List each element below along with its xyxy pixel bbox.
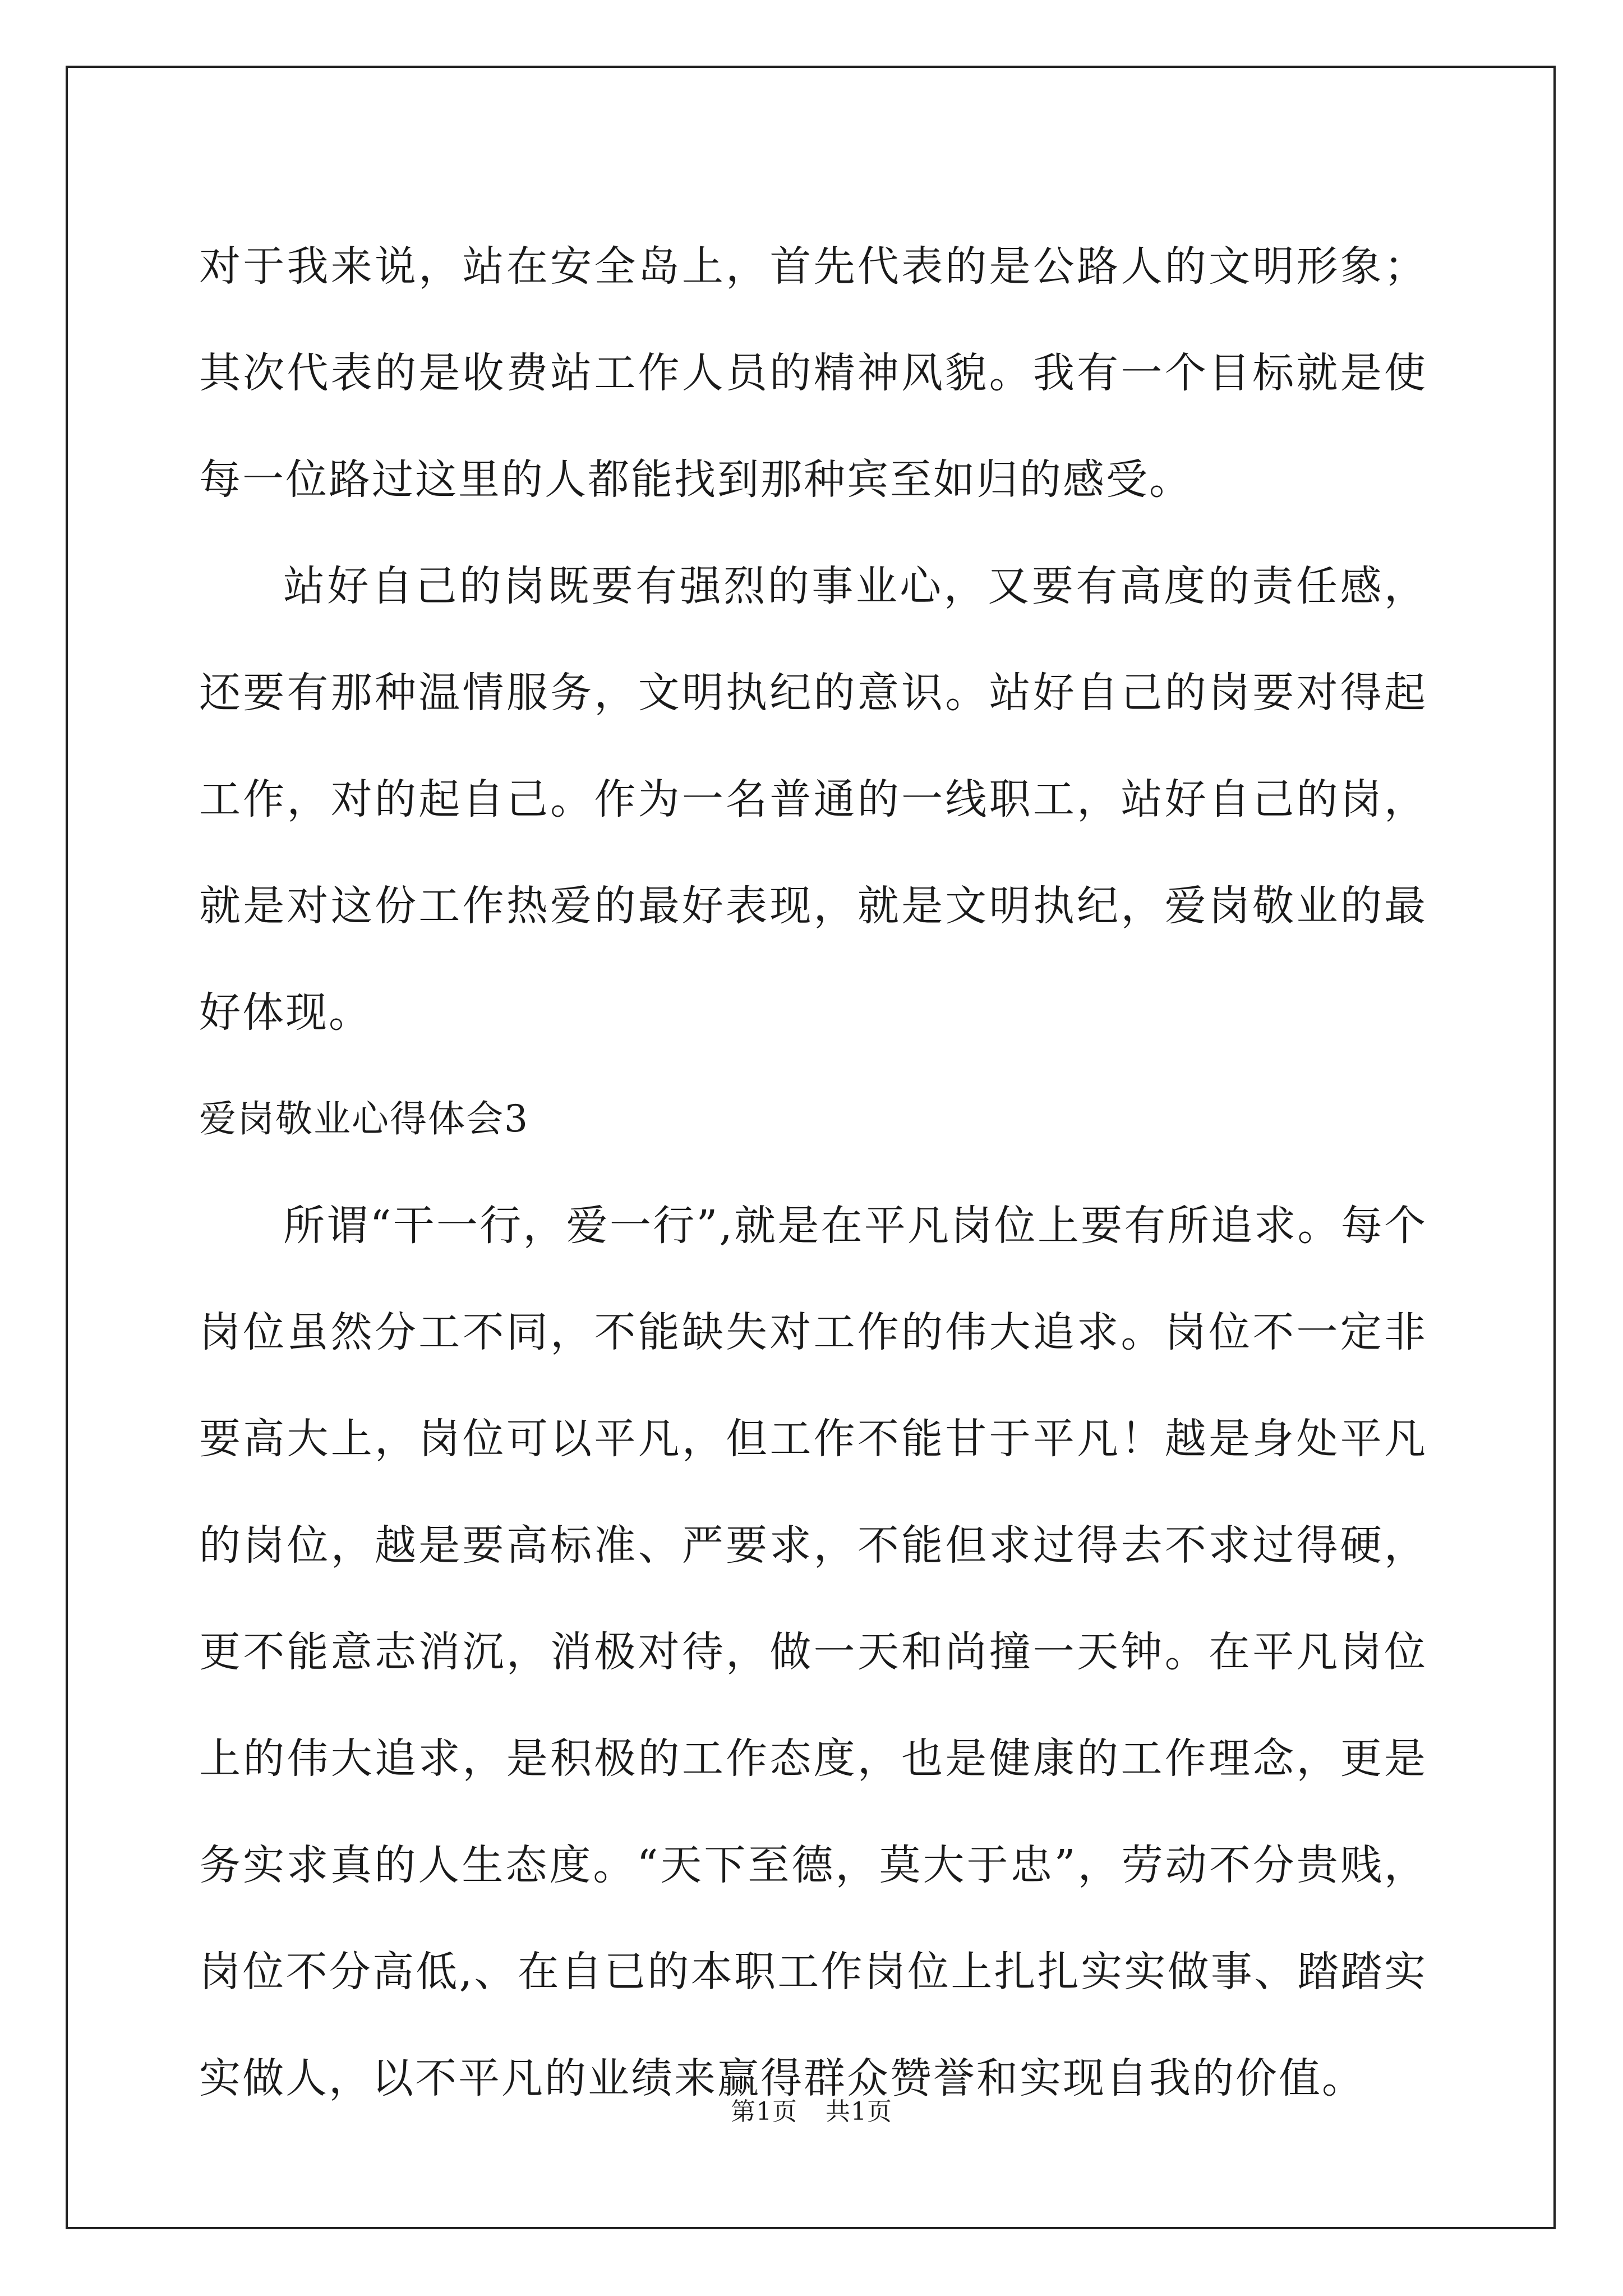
document-body: [199, 213, 1427, 2132]
page-number: 第1页: [731, 2097, 797, 2126]
section-heading: 爱岗敬业心得体会3: [199, 1097, 529, 1140]
paragraph-continued: 对于我来说，站在安全岛上，首先代表的是公路人的文明形象；其次代表的是收费站工作人员的精神风貌。我有一个目标就是使每一位路过这里的人都能找到那种宾至如归的感受。: [199, 242, 1427, 504]
page-total: 共1页: [826, 2097, 892, 2126]
paragraph-post-duty: 站好自己的岗既要有强烈的事业心，又要有高度的责任感，还要有那种温情服务，文明执纪的意识。站好自己的岗要对得起工作，对的起自己。作为一名普通的一线职工，站好自己的岗，就是对这份工作热爱的最好表现，就是文明执纪，爱岗敬业的最好体现。: [199, 562, 1427, 1037]
page-footer: [0, 2095, 1623, 2129]
paragraph-ordinary-post: 所谓“干一行，爱一行”,就是在平凡岗位上要有所追求。每个岗位虽然分工不同，不能缺失对工作的伟大追求。岗位不一定非要高大上，岗位可以平凡，但工作不能甘于平凡！越是身处平凡的岗位，越是要高标准、严要求，不能但求过得去不求过得硬，更不能意志消沉，消极对待，做一天和尚撞一天钟。在平凡岗位上的伟大追求，是积极的工作态度，也是健康的工作理念，更是务实求真的人生态度。“天下至德，莫大于忠”，劳动不分贵贱，岗位不分高低,、在自已的本职工作岗位上扎扎实实做事、踏踏实实做人，以不平凡的业绩来赢得群众赞誉和实现自我的价值。: [199, 1202, 1427, 2102]
